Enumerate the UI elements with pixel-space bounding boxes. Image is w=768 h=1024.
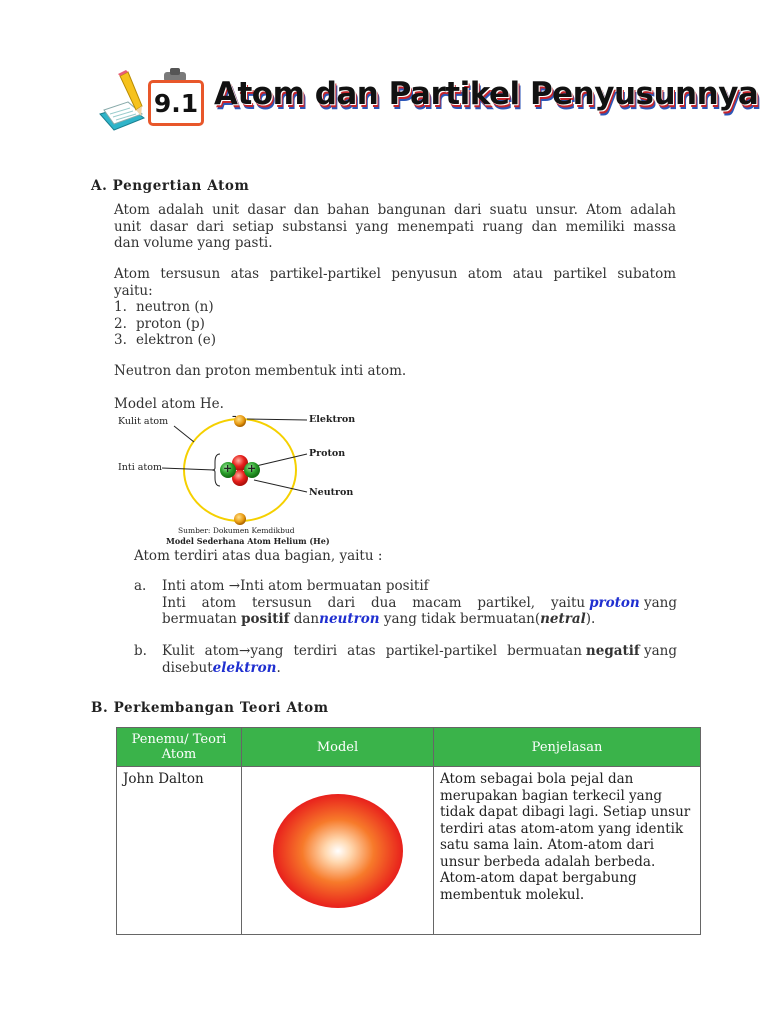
atom-theory-table [116,727,701,935]
column-header: Penjelasan [434,728,701,767]
model-cell [242,767,434,935]
diagram-caption: Model Sederhana Atom Helium (He) [166,536,330,546]
table-header-row [117,728,701,767]
list-item: 2. proton (p) [114,315,205,332]
composition-paragraph [114,266,676,349]
model-label: Model atom He. [114,396,224,412]
list-item: 1. neutron (n) [114,299,214,315]
text-line: membentuk molekul. [440,886,585,903]
dalton-solid-sphere [272,793,404,909]
text-line: Inti atom tersusun dari dua macam partikel, yaitu proton yang [162,594,677,611]
penemu-cell: John Dalton [117,767,242,935]
penjelasan-cell [434,767,701,935]
page-title: Atom dan Partikel Penyusunnya [214,76,759,112]
definition-paragraph [114,202,676,252]
text-line: unsur berbeda adalah berbeda. [440,853,656,870]
text-line: disebutelektron. [162,659,281,676]
proton-sign: + [223,462,233,475]
label-kulit-atom: Kulit atom [118,416,169,427]
particle-list [114,299,676,349]
section-a-heading: A. Pengertian Atom [91,178,250,194]
list-marker-b: b. [134,643,147,659]
text-line: yaitu: [114,282,153,299]
parts-intro: Atom terdiri atas dua bagian, yaitu : [134,548,383,564]
text-line: Atom sebagai bola pejal dan [440,771,634,787]
label-inti-atom: Inti atom [118,462,162,473]
text-line: Atom adalah unit dasar dan bahan bangunan dari suatu unsur. Atom adalah [114,202,676,218]
text-line: terdiri atas atom-atom yang identik [440,820,684,837]
text-line: merupakan bagian terkecil yang [440,787,663,804]
label-elektron: Elektron [309,414,356,425]
text-line: tidak dapat dibagi lagi. Setiap unsur [440,804,691,820]
label-neutron: Neutron [309,487,354,498]
part-a-item [162,578,677,628]
part-b-item [162,643,677,676]
text-line: Kulit atom→yang terdiri atas partikel-partikel bermuatan negatif yang [162,643,677,659]
list-marker-a: a. [134,578,147,594]
chapter-number: 9.1 [148,80,204,126]
column-header: Model [242,728,434,767]
text-line: unit dasar dari setiap substansi yang menempati ruang dan memiliki massa [114,218,676,235]
text-line: Atom-atom dapat bergabung [440,870,637,886]
proton-sign: + [247,462,257,475]
column-header: Penemu/ Teori Atom [117,728,242,767]
list-item: 3. elektron (e) [114,332,216,348]
text-line: satu sama lain. Atom-atom dari [440,837,655,853]
diagram-source: Sumber: Dokumen Kemdikbud [178,526,295,535]
text-line: Inti atom →Inti atom bermuatan positif [162,578,429,594]
text-line: dan volume yang pasti. [114,235,273,251]
text-line: Atom tersusun atas partikel-partikel penyusun atom atau partikel subatom [114,266,676,282]
section-b-heading: B. Perkembangan Teori Atom [91,700,329,716]
helium-atom-diagram [112,410,362,550]
electron-sign: – [232,412,237,422]
notebook-pencil-icon [98,70,154,140]
text-line: bermuatan positif danneutron yang tidak bermuatan(netral). [162,611,596,627]
label-proton: Proton [309,448,346,459]
nucleus-sentence: Neutron dan proton membentuk inti atom. [114,363,407,379]
table-row [117,767,701,935]
electron-particle [234,513,246,525]
